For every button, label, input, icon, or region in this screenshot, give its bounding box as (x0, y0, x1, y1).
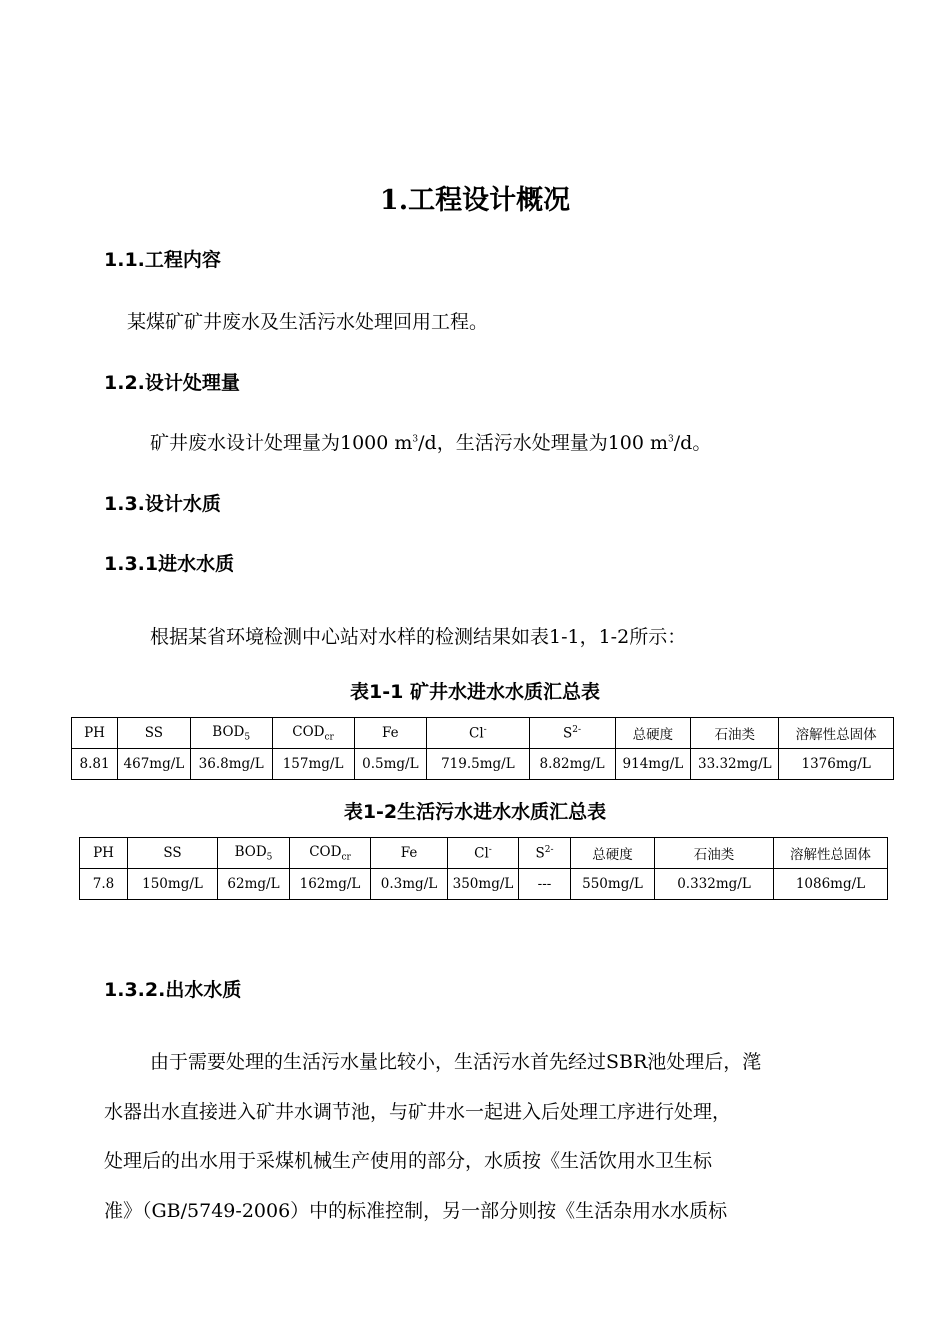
cell-cl: 719.5mg/L (427, 749, 529, 780)
capacity-text-b: /d，生活污水处理量为100 m (418, 432, 669, 454)
col-bod-label: BOD (212, 723, 245, 740)
col-cl-label: Cl (469, 725, 484, 742)
col-bod (218, 838, 290, 869)
cell-ph: 8.81 (72, 749, 118, 780)
cell-fe: 0.5mg/L (354, 749, 427, 780)
capacity-text-c: /d。 (673, 432, 712, 454)
capacity-unit-sup: 3 (412, 434, 419, 445)
page-title: 1.工程设计概况 (379, 185, 571, 216)
col-s (519, 838, 571, 869)
paragraph-project-content: 某煤矿矿井废水及生活污水处理回用工程。 (127, 311, 489, 333)
cell-bod: 62mg/L (218, 869, 290, 900)
col-bod-label: BOD (234, 843, 267, 860)
paragraph-intake-intro: 根据某省环境检测中心站对水样的检测结果如表1-1，1-2所示： (150, 626, 687, 648)
cell-hardness: 550mg/L (571, 869, 655, 900)
col-s-sup: 2- (544, 844, 554, 855)
col-ss: SS (128, 838, 218, 869)
cell-hardness: 914mg/L (615, 749, 691, 780)
col-cod-sub: cr (341, 852, 351, 863)
col-fe: Fe (354, 718, 427, 749)
col-ph: PH (72, 718, 118, 749)
col-oil: 石油类 (691, 718, 779, 749)
col-ph: PH (80, 838, 128, 869)
cell-tds: 1086mg/L (774, 869, 888, 900)
cell-cod: 162mg/L (290, 869, 371, 900)
effluent-line-2: 水器出水直接进入矿井水调节池，与矿井水一起进入后处理工序进行处理， (104, 1101, 732, 1123)
table-domestic-sewage-intake (79, 837, 888, 900)
heading-1-3: 1.3.设计水质 (104, 493, 221, 515)
heading-1-3-1: 1.3.1进水水质 (104, 553, 235, 575)
cell-oil: 0.332mg/L (655, 869, 774, 900)
paragraph-design-capacity (150, 428, 711, 455)
cell-oil: 33.32mg/L (691, 749, 779, 780)
col-cl-sup: - (483, 724, 487, 735)
col-hardness: 总硬度 (615, 718, 691, 749)
col-s-label: S (535, 845, 545, 862)
col-s-label: S (563, 725, 573, 742)
heading-1-2: 1.2.设计处理量 (104, 372, 240, 394)
table-row (72, 749, 894, 780)
heading-1-3-2: 1.3.2.出水水质 (104, 979, 242, 1001)
table2-caption: 表1-2生活污水进水水质汇总表 (343, 801, 607, 823)
col-cod (290, 838, 371, 869)
cell-ss: 467mg/L (118, 749, 191, 780)
col-cl-sup: - (488, 844, 492, 855)
col-tds: 溶解性总固体 (774, 838, 888, 869)
table-header-row (72, 718, 894, 749)
col-hardness: 总硬度 (571, 838, 655, 869)
col-tds: 溶解性总固体 (779, 718, 894, 749)
col-cod-label: COD (292, 723, 325, 740)
table1-caption: 表1-1 矿井水进水水质汇总表 (350, 681, 600, 703)
col-bod (190, 718, 272, 749)
cell-ss: 150mg/L (128, 869, 218, 900)
col-s (529, 718, 615, 749)
col-s-sup: 2- (572, 724, 582, 735)
cell-ph: 7.8 (80, 869, 128, 900)
cell-tds: 1376mg/L (779, 749, 894, 780)
table-mine-water-intake (71, 717, 894, 780)
cell-fe: 0.3mg/L (371, 869, 448, 900)
col-cod (272, 718, 354, 749)
cell-cl: 350mg/L (448, 869, 519, 900)
col-fe: Fe (371, 838, 448, 869)
table-row (80, 869, 888, 900)
col-ss: SS (118, 718, 191, 749)
effluent-line-1: 由于需要处理的生活污水量比较小，生活污水首先经过SBR池处理后，滗 (150, 1051, 762, 1073)
col-cod-sub: cr (324, 732, 334, 743)
col-bod-sub: 5 (266, 852, 273, 863)
effluent-line-4: 准》（GB/5749-2006）中的标准控制，另一部分则按《生活杂用水水质标 (104, 1200, 728, 1222)
col-cl (448, 838, 519, 869)
cell-cod: 157mg/L (272, 749, 354, 780)
col-cl-label: Cl (474, 845, 489, 862)
heading-1-1: 1.1.工程内容 (104, 249, 221, 271)
col-cod-label: COD (309, 843, 342, 860)
capacity-text-a: 矿井废水设计处理量为1000 m (150, 432, 413, 454)
col-oil: 石油类 (655, 838, 774, 869)
cell-s: --- (519, 869, 571, 900)
col-cl (427, 718, 529, 749)
table-header-row (80, 838, 888, 869)
effluent-line-3: 处理后的出水用于采煤机械生产使用的部分，水质按《生活饮用水卫生标 (104, 1150, 713, 1172)
cell-s: 8.82mg/L (529, 749, 615, 780)
cell-bod: 36.8mg/L (190, 749, 272, 780)
capacity-unit-sup-2: 3 (668, 434, 674, 445)
col-bod-sub: 5 (244, 732, 251, 743)
